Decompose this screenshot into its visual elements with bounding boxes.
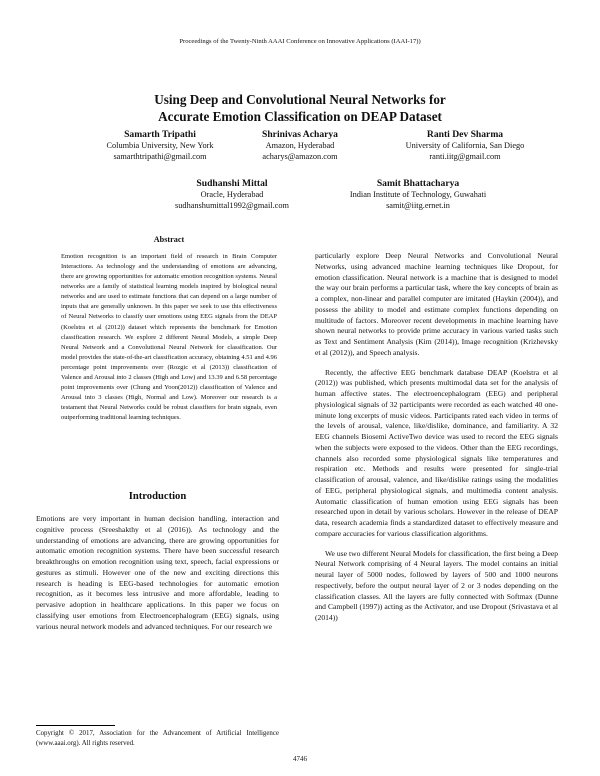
author-email: samit@iitg.ernet.in <box>386 200 450 210</box>
author-email: sudhanshumittal1992@gmail.com <box>175 200 289 210</box>
author-affiliation: Oracle, Hyderabad <box>200 190 264 199</box>
author-affiliation: University of California, San Diego <box>405 141 525 150</box>
author-block-1 <box>88 129 232 162</box>
author-affiliation: Indian Institute of Technology, Guwahati <box>349 190 487 199</box>
abstract-heading: Abstract <box>153 235 185 244</box>
page-number: 4746 <box>293 755 307 763</box>
body-paragraph-2: Recently, the affective EEG benchmark database DEAP (Koelstra et al (2012)) was published, which presents multimodal data set for the analysis of human affective states. The electroencephalogram (EEG) and peripheral physiological signals of 32 participants were recorded as each watched 40 one-minute long excerpts of music videos. Participants rated each video in terms of the levels of arousal, valence, like/dislike, dominance, and familiarity. A 32 EEG channels Biosemi ActiveTwo device was used to record the EEG signals when the subjects were exposed to the videos. Other than the EEG recordings, channels also recorded some physiological signals like temperatures and respiration etc. Methods and results were presented for single-trial classification of arousal, valence, and like/dislike ratings using the modalities of EEG, peripheral physiological signals, and multimedia content analysis. Automatic classification of human emotion using EEG signals has been researched upon in detail by various scholars. However in the release of DEAP data, research academia finds a standardized dataset to effectively measure and compare accuracies for various classification algorithms. <box>315 367 558 538</box>
author-email: samarthtripathi@gmail.com <box>113 151 207 161</box>
author-name: Samarth Tripathi <box>124 129 196 140</box>
author-affiliation: Amazon, Hyderabad <box>265 141 335 150</box>
proceedings-header: Proceedings of the Twenty-Ninth AAAI Conference on Innovative Applications (IAAI-17)) <box>179 38 421 45</box>
introduction-heading: Introduction <box>128 491 187 502</box>
author-block-4 <box>150 178 314 211</box>
body-paragraph-3: We use two different Neural Models for classification, the first being a Deep Neural Network comprising of 4 Neural layers. The model contains an initial neural layer of 5000 nodes, followed by layers of 500 and 1000 neurons respectively, before the output neural layer of 2 or 3 nodes depending on the classification classes. All the layers are fully connected with Softmax (Dunne and Campbell (1997)) acting as the Activator, and use Dropout (Srivastava et al (2014)) <box>315 548 558 622</box>
author-affiliation: Columbia University, New York <box>106 141 214 150</box>
author-block-3 <box>380 129 550 162</box>
author-name: Shrinivas Acharya <box>262 129 338 140</box>
footnote-rule <box>36 725 115 726</box>
author-name: Sudhanshi Mittal <box>196 178 268 189</box>
title-line-2: Accurate Emotion Classification on DEAP Dataset <box>158 108 442 124</box>
introduction-paragraph: Emotions are very important in human decision handling, interaction and cognitive process (Sreeshakthy et al (2016)). As technology and the understanding of emotions are advancing, there are growing opportunities for automatic emotion recognition systems. There have been successful research breakthroughs on emotion recognition using text, speech, facial expressions or gestures as stimuli. However one of the new and exciting directions this research is heading is EEG-based technologies for automatic emotion recognition, as it becomes less intrusive and more affordable, leading to pervasive adoption in healthcare applications. In this paper we focus on classifying user emotions from Electroencephalogram (EEG) signals, using various neural network models and advanced techniques. For our research we <box>36 514 279 631</box>
author-name: Ranti Dev Sharma <box>426 129 504 140</box>
paper-title <box>60 92 540 125</box>
author-email: acharys@amazon.com <box>262 151 338 161</box>
abstract-paragraph: Emotion recognition is an important field of research in Brain Computer Interactions. As technology and the understanding of emotions are advancing, there are growing opportunities for automatic emotion recognition systems. Neural networks are a family of statistical learning models inspired by biological neural networks and are used to estimate functions that can depend on a large number of inputs that are generally unknown. In this paper we seek to use this effectiveness of Neural Networks to classify user emotions using EEG signals from the DEAP (Koelstra et al (2012)) dataset which represents the benchmark for Emotion classification research. We explore 2 different Neural Models, a simple Deep Neural Network and a Convolutional Neural Network for classification. Our model provides the state-of-the-art classification accuracy, obtaining 4.51 and 4.96 percentage point improvements over (Rozgic et al (2013)) classification of Valence and Arousal into 2 classes (High and Low) and 13.39 and 6.58 percentage point improvements over (Chung and Yoon(2012)) classification of Valence and Arousal into 3 classes (High, Normal and Low). Moreover our research is a testament that Neural Networks could be robust classifiers for brain signals, even outperforming traditional learning techniques. <box>61 253 277 422</box>
author-block-5 <box>318 178 518 211</box>
author-block-2 <box>237 129 363 162</box>
abstract-body <box>61 252 277 423</box>
author-name: Samit Bhattacharya <box>376 178 460 189</box>
introduction-body <box>36 514 279 632</box>
copyright-notice: Copyright © 2017, Association for the Advancement of Artificial Intelligence (www.aaai.org). All rights reserved. <box>36 730 279 747</box>
body-paragraph-1: particularly explore Deep Neural Networks and Convolutional Neural Networks, using advanced machine learning techniques like Dropout, for emotion classification. Neural network is a machine that is designed to model the way our brain performs a particular task, where the key concepts of brain as a complex, non-linear and parallel computer are imitated (Haykin (2004)), and possess the ability to model and estimate complex functions depending on multitude of factors. Moreover recent developments in machine learning have shown neural networks to provide prime accuracy in various varied tasks such as Text and Sentiment Analysis (Kim (2014)), Image recognition (Krizhevsky et al (2012)), and Speech analysis. <box>315 251 558 357</box>
title-line-1: Using Deep and Convolutional Neural Networks for <box>154 92 446 107</box>
author-email: ranti.iitg@gmail.com <box>429 151 501 161</box>
right-column-body <box>315 251 558 624</box>
